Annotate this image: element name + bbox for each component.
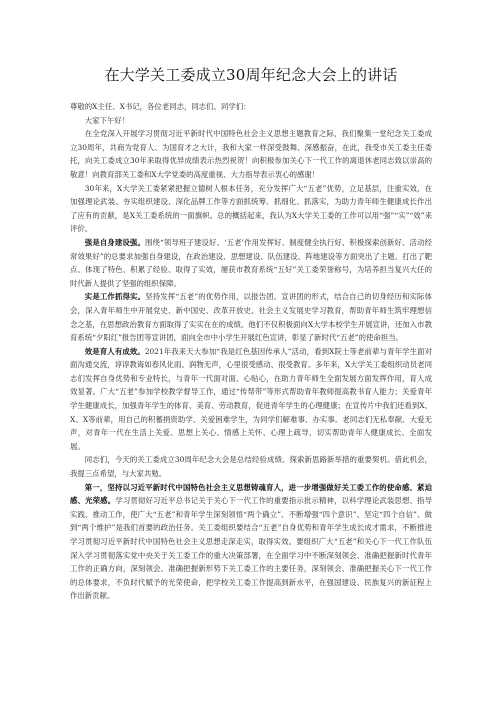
paragraph-lead: 第一，坚持以习近平新时代中国特色社会主义思想铸魂育人，进一步增强做好关工委工作的使命感、紧迫感、光荣感。 <box>70 482 432 506</box>
body-paragraph <box>70 345 432 454</box>
paragraph-text: 同志们，今天的关工委成立30周年纪念大会是总结经验成绩、探索新思路新举措的重要契机。借此机会，我提三点希望，与大家共勉。 <box>70 455 432 479</box>
salutation: 尊敬的X主任、X书记，各位老同志，同志们、同学们： <box>70 102 251 111</box>
paragraph-text: 30年来，X大学关工委紧紧把握立德树人根本任务，充分发挥广大“五老”优势，立足基层，注重实效，在加强理论武装、夯实组织建设、深化品牌工作等方面抓统筹、抓细化、抓落实，为助力青年师生健康成长作出了应有的贡献，是X关工委系统的一面旗帜。总的概括起来，我认为X大学关工委的工作可以用“强”“实”“效”来评价。 <box>70 183 432 234</box>
paragraph-text: 在全党深入开展学习贯彻习近平新时代中国特色社会主义思想主题教育之际，我们聚集一堂纪念关工委成立30周年，共商为党育人、为国育才之大计，我和大家一样深受鼓舞、深感振奋，在此，我受市关工委主任委托，向关工委成立30年来取得优异成绩表示热烈祝贺！向积极参加关心下一代工作的离退休老同志致以崇高的敬意！向教育部关工委和X大学党委的高度重视、大力指导表示衷心的感谢！ <box>70 129 432 179</box>
paragraph-lead: 实是工作抓得实。 <box>84 292 146 302</box>
paragraph-text: 围绕“领导班子建设好、‘五老’作用发挥好、制度健全执行好、积极探索创新好、活动经常效果好”的总要求加强自身建设，在政治建设、思想建设、队伍建设、阵地建设等方面突出了主题、打出了靶点、体现了特色、积累了经验、取得了实效，屡获市教育系统“五好”关工委荣誉称号，为培养担当复兴大任的时代新人提供了坚强的组织保障。 <box>70 237 432 288</box>
body-paragraph <box>70 127 432 181</box>
paragraph-text: 2021年我来天大参加“我是红色基因传承人”活动，看到X院士等老前辈与青年学生面对面沟通交流，谆谆教诲如春风化雨、润物无声，心里很受感动、很受教育。多年来，X大学关工委组织动员老同志们发挥自身优势和专业特长，与青年一代面对面、心贴心，在助力青年师生全面发展方面发挥作用，育人成效显著。广大“五老”参加学校教学督导工作，通过“传帮带”等形式帮助青年教师提高教书育人能力；关爱青年学生健康成长，加强青年学生的体育、美育、劳动教育，促进青年学生的心理健康；在宣传片中我们还看到X、X、X等前辈，用自己的积蓄捐资助学、关爱困难学生，为同学们解难事、办实事。老同志们无私奉献、大爱无声，对青年一代在生活上关爱、思想上关心、情感上关怀、心理上疏导，切实帮助青年人健康成长、全面发展。 <box>70 346 432 451</box>
speech-body <box>70 127 432 603</box>
greeting: 大家下午好！ <box>84 115 130 125</box>
body-paragraph <box>70 453 432 480</box>
body-paragraph <box>70 290 432 344</box>
paragraph-lead: 效是育人有成效。 <box>84 346 145 356</box>
paragraph-text: 学习贯彻好习近平总书记关于关心下一代工作的重要指示批示精神，以科学理论武装思想、指导实践、推动工作，使广大“五老”和青年学生深刻领悟“两个确立”、不断增强“四个意识”、坚定“四个自信”、做到“两个维护”是我们首要的政治任务。关工委组织要结合“五老”自身优势和青年学生成长成才需求，不断推进学习贯彻习近平新时代中国特色社会主义思想走深走实，取得实效。要组织广大“五老”和关心下一代工作队伍深入学习贯彻落实党中央关于关工委工作的重大决策部署，在全面学习中不断深刻领会、准确把握新时代青年工作的正确方向，深刻领会、准确把握新形势下关工委工作的主要任务，深刻领会、准确把握关心下一代工作的总体要求，不负时代赋予的光荣使命，把学校关工委工作提高到新水平，在强国建设、民族复兴的新征程上作出新贡献。 <box>70 496 432 601</box>
body-paragraph <box>70 182 432 236</box>
paragraph-lead: 强是自身建设强。 <box>84 237 145 247</box>
body-paragraph <box>70 481 432 603</box>
body-paragraph <box>70 236 432 290</box>
document-title: 在大学关工委成立30周年纪念大会上的讲话 <box>104 66 398 84</box>
paragraph-text: 坚持发挥“五老”的优势作用，以报告团、宣讲团的形式，结合自己的切身经历和实际体会，深入青年师生中开展党史、新中国史、改革开放史、社会主义发展史学习教育，帮助青年师生筑牢理想信念之基，在思想政治教育方面取得了实实在在的成绩。他们不仅积极面向X大学本校学生开展宣讲，还加入市教育系统“夕阳红”报告团等宣讲团，面向全市中小学生开展红色宣讲，彰显了新时代“五老”的使命担当。 <box>70 292 432 343</box>
